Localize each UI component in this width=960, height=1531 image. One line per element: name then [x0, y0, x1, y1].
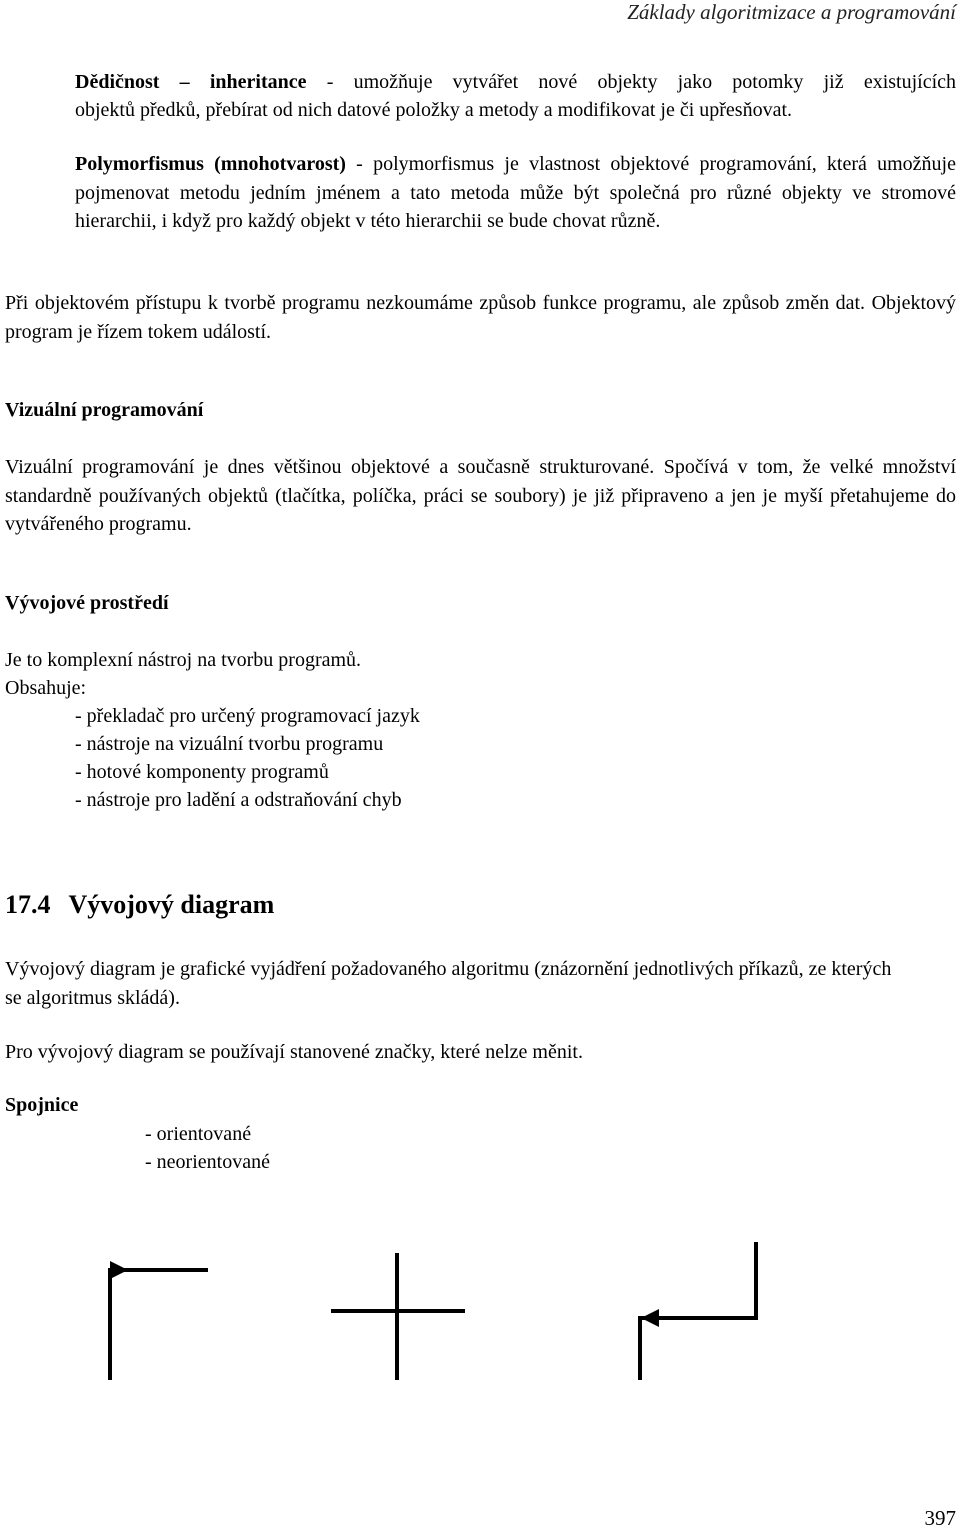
- list-item: - neorientované: [145, 1151, 270, 1173]
- dev-environment-contains-label: Obsahuje:: [5, 677, 87, 699]
- list-item: - nástroje pro ladění a odstraňování chyb: [75, 789, 402, 811]
- polymorphism-term: Polymorfismus (mnohotvarost): [75, 153, 346, 175]
- flowchart-symbols-paragraph: Pro vývojový diagram se používají stanovené značky, které nelze měnit.: [5, 1041, 583, 1063]
- polymorphism-paragraph: Polymorfismus (mnohotvarost) - polymorfismus je vlastnost objektové programování, která umožňuje pojmenovat metodu jedním jménem a tato metoda může být společná pro různé objekty ve stromové hierarchii, i když pro každý objekt v této hierarchii se bude chovat různě.: [75, 153, 956, 232]
- visual-programming-heading: Vizuální programování: [5, 399, 204, 421]
- running-header: Základy algoritmizace a programování: [627, 0, 956, 24]
- section-heading: [5, 890, 274, 920]
- oop-paragraph: Při objektovém přístupu k tvorbě programu nezkoumáme způsob funkce programu, ale způsob změn dat. Objektový program je řízem tokem událostí.: [5, 292, 956, 343]
- inheritance-paragraph-line1: Dědičnost – inheritance - umožňuje vytvářet nové objekty jako potomky již existujících: [75, 71, 957, 93]
- list-item: - hotové komponenty programů: [75, 761, 329, 783]
- oriented-connector-example: [110, 1261, 208, 1380]
- visual-programming-paragraph: Vizuální programování je dnes většinou objektové a současně strukturované. Spočívá v tom, že velké množství standardně používaných objektů (tlačítka, políčka, práci se soubory) je již připraveno a jen je myší přetahujeme do vytvářeného programu.: [5, 456, 956, 535]
- dev-environment-heading: Vývojové prostředí: [5, 592, 169, 614]
- list-item: - nástroje na vizuální tvorbu programu: [75, 733, 384, 755]
- list-item: - orientované: [145, 1123, 252, 1145]
- flowchart-definition-paragraph: Vývojový diagram je grafické vyjádření požadovaného algoritmu (znázornění jednotlivých příkazů, ze kterých se algoritmus skládá).: [5, 958, 892, 1009]
- list-item: - překladač pro určený programovací jazyk: [75, 705, 420, 727]
- connector-examples-diagram: [0, 1230, 960, 1380]
- section-title: Vývojový diagram: [68, 890, 275, 919]
- dev-environment-intro: Je to komplexní nástroj na tvorbu programů.: [5, 649, 362, 671]
- inheritance-term: Dědičnost – inheritance: [75, 71, 307, 93]
- page-number: 397: [924, 1506, 956, 1530]
- connectors-heading: Spojnice: [5, 1094, 79, 1116]
- junction-connector-example: [640, 1242, 756, 1380]
- inheritance-paragraph-line2: objektů předků, přebírat od nich datové položky a metody a modifikovat je či upřesňovat.: [75, 99, 793, 121]
- dev-environment-list: [75, 702, 420, 814]
- section-number: 17.4: [5, 890, 51, 919]
- cross-connector-example: [331, 1253, 465, 1380]
- connectors-list: [145, 1120, 270, 1176]
